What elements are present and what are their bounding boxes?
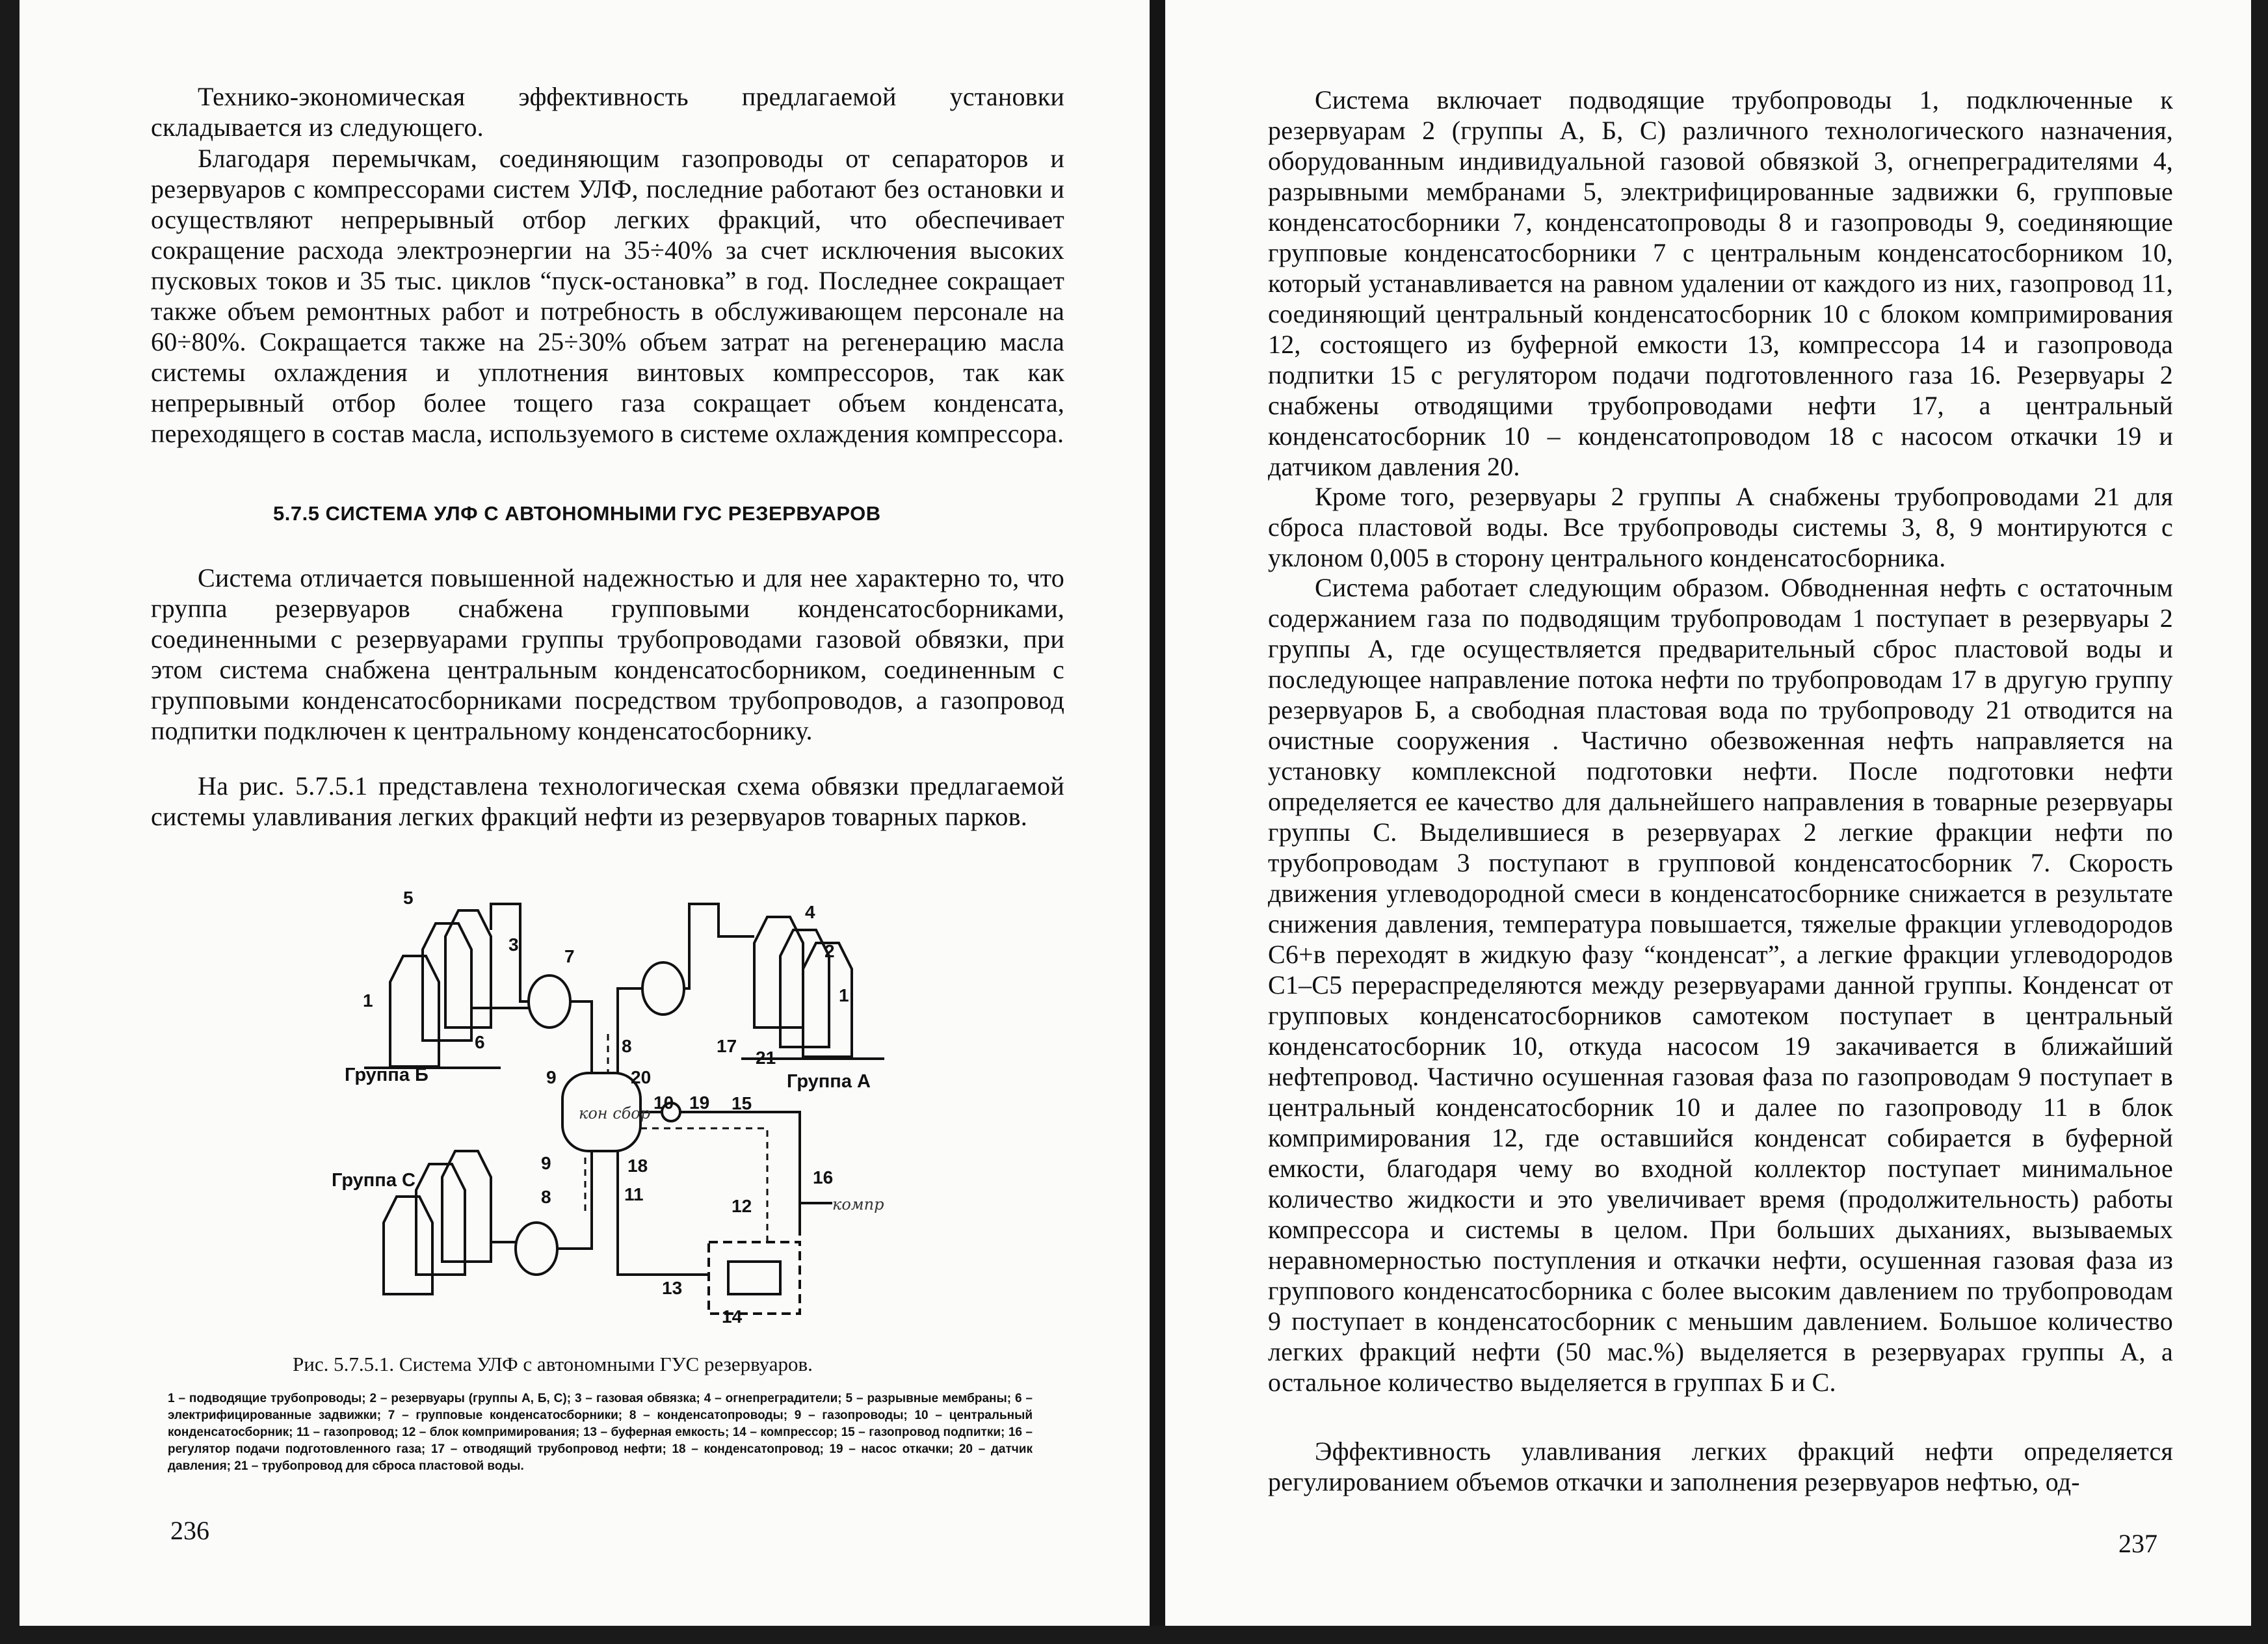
- group-a-label: Группа А: [787, 1071, 871, 1092]
- figure-caption: Рис. 5.7.5.1. Система УЛФ с автономными ГУС резервуаров.: [293, 1353, 813, 1375]
- label-4: 4: [805, 902, 815, 922]
- label-5: 5: [403, 888, 414, 908]
- label-10: 10: [653, 1093, 674, 1113]
- page-number-left: 236: [170, 1516, 209, 1545]
- water-discharge-paragraph: Кроме того, резервуары 2 группы А снабжены трубопроводами 21 для сброса пластовой воды. Все трубопроводы системы 3, 8, 9 монтируются с уклоном 0,005 в сторону центрального конденсатосборника.: [1268, 482, 2173, 572]
- label-9-bottom: 9: [541, 1153, 551, 1173]
- scan-edge-bottom: [0, 1626, 2268, 1644]
- right-page: [1164, 0, 2268, 1644]
- label-1-left: 1: [363, 990, 373, 1011]
- label-12: 12: [732, 1196, 752, 1216]
- efficiency-paragraph: Благодаря перемычкам, соединяющим газопроводы от сепараторов и резервуаров с компрессорами систем УЛФ, последние работают без остановки и осуществляют непрерывный отбор легких фракций, что обеспечивает сокращение расхода электроэнергии на 35÷40% за счет исключения высоких пусковых токов и 35 тыс. циклов “пуск-остановка” в год. Последнее сокращает также объем ремонтных работ и потребность в обслуживающем персонале на 60÷80%. Сокращается также на 25÷30% объем затрат на регенерацию масла системы охлаждения и уплотнения винтовых компрессоров, так как непрерывный отбор более тощего газа сокращает объем конденсата, переходящего в состав масла, используемого в системе охлаждения компрессора.: [151, 144, 1064, 448]
- figure-legend: 1 – подводящие трубопроводы; 2 – резервуары (группы А, Б, С); 3 – газовая обвязка; 4 – огнепреградители; 5 – разрывные мембраны; 6 – электрифицированные задвижки; 7 – групповые конденсатосборники; 8 – конденсатопроводы; 9 – газопроводы; 10 – центральный конденсатосборник; 11 – газопровод; 12 – блок компримирования; 13 – буферная емкость; 14 – компрессор; 15 – газопровод подпитки; 16 – регулятор подачи подготовленного газа; 17 – отводящий трубопровод нефти; 18 – конденсатопровод; 19 – насос откачки; 20 – датчик давления; 21 – трубопровод для сброса пластовой воды.: [168, 1392, 1033, 1473]
- figure-reference-paragraph: На рис. 5.7.5.1 представлена технологическая схема обвязки предлагаемой системы улавливания легких фракций нефти из резервуаров товарных парков.: [151, 771, 1064, 831]
- label-17: 17: [717, 1036, 737, 1056]
- page-number-right: 237: [2118, 1529, 2157, 1558]
- process-diagram: [312, 878, 962, 1327]
- label-18: 18: [627, 1156, 648, 1176]
- label-7: 7: [564, 946, 575, 966]
- handwritten-note-compressor: компр: [832, 1195, 884, 1213]
- label-3: 3: [508, 935, 519, 955]
- label-2: 2: [824, 941, 835, 961]
- label-6: 6: [475, 1032, 485, 1052]
- section-heading: 5.7.5 СИСТЕМА УЛФ С АВТОНОМНЫМИ ГУС РЕЗЕРВУАРОВ: [273, 502, 881, 525]
- tank-group-a: [741, 917, 884, 1059]
- group-c-label: Группа С: [332, 1170, 415, 1191]
- label-8-bottom: 8: [541, 1187, 551, 1207]
- label-21: 21: [756, 1048, 776, 1068]
- label-19: 19: [689, 1093, 710, 1113]
- label-20: 20: [631, 1067, 652, 1087]
- group-b-label: Группа Б: [345, 1065, 429, 1085]
- label-15: 15: [732, 1093, 752, 1113]
- label-8-top: 8: [622, 1036, 632, 1056]
- label-16: 16: [813, 1167, 834, 1187]
- label-14: 14: [722, 1306, 743, 1327]
- scan-edge-right: [2251, 0, 2268, 1644]
- efficiency-closing-paragraph: Эффективность улавливания легких фракций нефти определяется регулированием объемов откачки и заполнения резервуаров нефтью, од-: [1268, 1437, 2173, 1496]
- label-9-top: 9: [546, 1067, 557, 1087]
- scan-edge-left: [0, 0, 20, 1644]
- book-spine: [1150, 0, 1165, 1644]
- intro-paragraph: Технико-экономическая эффективность предлагаемой установки складывается из следующего.: [151, 82, 1064, 142]
- operation-paragraph: Система работает следующим образом. Обводненная нефть с остаточным содержанием газа по подводящим трубопроводам 1 поступает в резервуары 2 группы А, где осуществляется предварительный сброс пластовой воды и последующее направление потока нефти по трубопроводам 17 в другую группу резервуаров Б, а свободная пластовая вода по трубопроводу 21 отводится на очистные сооружения . Частично обезвоженная нефть направляется на установку комплексной подготовки нефти. После подготовки нефти определяется ее качество для дальнейшего направления в товарные резервуары группы С. Выделившиеся в резервуарах 2 легкие фракции нефти по трубопроводам 3 поступают в групповой конденсатосборник 7. Скорость движения углеводородной смеси в конденсатосборнике снижается в результате снижения давления, температура повышается, тяжелые фракции углеводородов C6+в переходят в жидкую фазу “конденсат”, а легкие фракции углеводородов C1–C5 перераспределяются между резервуарами данной группы. Конденсат от групповых конденсатосборников самотеком поступает в центральный конденсатосборник 10, откуда насосом 19 закачивается в ближайший нефтепровод. Частично осушенная газовая фаза по газопроводам 9 поступает в центральный конденсатосборник 10 и далее по газопроводу 11 в блок компримирования 12, где оставшийся конденсат собирается в буферной емкости, благодаря чему во входной коллектор поступает минимальное количество жидкости и это увеличивает время (продолжительность) работы компрессора и системы в целом. При больших дыханиях, вызываемых неравномерностью поступления и откачки нефти, осушенная газовая фаза из группового конденсатосборника с более высоким давлением по трубопроводам 9 поступает в конденсатосборник с меньшим давлением. Большое количество легких фракций нефти (50 мас.%) выделяется в резервуарах группы А, а остальное количество выделяется в группах Б и С.: [1268, 573, 2173, 1397]
- label-1-right: 1: [839, 985, 849, 1005]
- system-components-paragraph: Система включает подводящие трубопроводы 1, подключенные к резервуарам 2 (группы А, Б, С) различного технологического назначения, оборудованным индивидуальной газовой обвязкой 3, огнепреградителями 4, разрывными мембранами 5, электрифицированные задвижки 6, групповые конденсатосборники 7, конденсатопроводы 8 и газопроводы 9, соединяющие групповые конденсатосборники 7 с центральным конденсатосборником 10, который устанавливается на равном удалении от каждого из них, газопровод 11, соединяющий центральный конденсатосборник 10 с блоком компримирования 12, состоящего из буферной емкости 13, компрессора 14 и газопровода подпитки 15 с регулятором подачи подготовленного газа 16. Резервуары 2 снабжены отводящими трубопроводами нефти 17, а центральный конденсатосборник 10 – конденсатопроводом 18 с насосом откачки 19 и датчиком давления 20.: [1268, 85, 2173, 481]
- handwritten-note-collector: кон сбор: [579, 1104, 651, 1122]
- system-description-paragraph: Система отличается повышенной надежностью и для нее характерно то, что группа резервуаров снабжена групповыми конденсатосборниками, соединенными с резервуарами группы трубопроводами газовой обвязки, при этом система снабжена центральным конденсатосборником, соединенным с групповыми конденсатосборниками посредством трубопроводов, а газопровод подпитки подключен к центральному конденсатосборнику.: [151, 563, 1064, 745]
- label-11: 11: [624, 1184, 644, 1204]
- label-13: 13: [662, 1278, 683, 1298]
